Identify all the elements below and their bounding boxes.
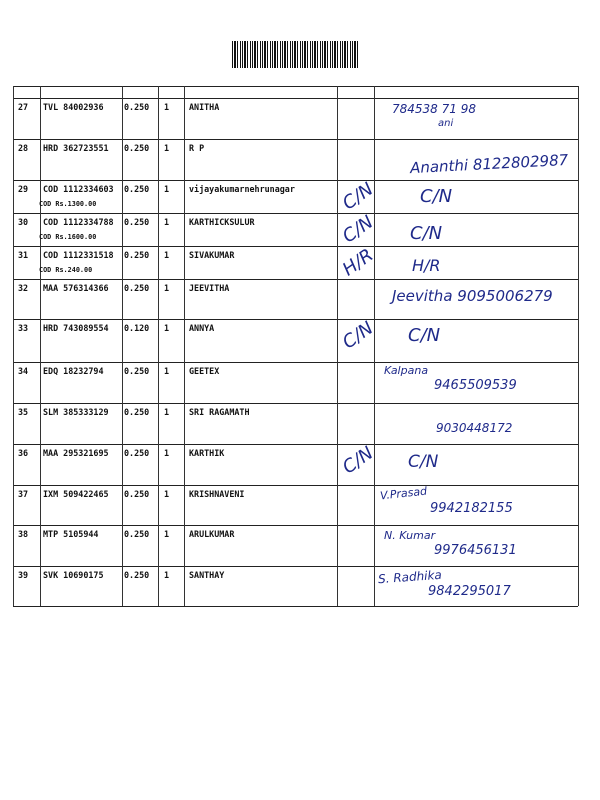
row-signature: C/N bbox=[410, 223, 443, 244]
row-serial-number: 33 bbox=[18, 323, 29, 333]
table-rule bbox=[13, 606, 578, 607]
row-signature: Jeevitha 9095006279 bbox=[392, 287, 553, 305]
row-pieces: 1 bbox=[164, 489, 170, 499]
row-signature: Kalpana bbox=[384, 364, 429, 377]
row-signature-extra: 9942182155 bbox=[430, 501, 513, 516]
table-column-rule bbox=[158, 86, 159, 606]
row-pieces: 1 bbox=[164, 570, 170, 580]
row-consignee: ANNYA bbox=[189, 323, 215, 333]
row-consignment-number: TVL 84002936 bbox=[43, 102, 104, 112]
row-consignment-number: EDQ 18232794 bbox=[43, 366, 104, 376]
row-signature-extra: 9465509539 bbox=[434, 378, 517, 393]
row-consignment-number: HRD 743089554 bbox=[43, 323, 109, 333]
table-column-rule bbox=[40, 86, 41, 606]
table-rule bbox=[13, 279, 578, 280]
row-weight: 0.250 bbox=[124, 489, 150, 499]
row-cod-amount: COD Rs.1600.00 bbox=[39, 233, 97, 241]
table-rule bbox=[13, 86, 578, 87]
barcode bbox=[232, 41, 360, 68]
row-weight: 0.250 bbox=[124, 143, 150, 153]
row-remark: C/N bbox=[338, 442, 378, 479]
row-signature-extra: 9842295017 bbox=[428, 584, 511, 599]
row-consignee: SANTHAY bbox=[189, 570, 225, 580]
row-signature: 9030448172 bbox=[436, 421, 513, 435]
row-consignment-number: MTP 5105944 bbox=[43, 529, 99, 539]
row-serial-number: 36 bbox=[18, 448, 29, 458]
row-weight: 0.250 bbox=[124, 529, 150, 539]
row-serial-number: 32 bbox=[18, 283, 29, 293]
row-pieces: 1 bbox=[164, 407, 170, 417]
row-signature: H/R bbox=[412, 256, 441, 275]
row-signature: C/N bbox=[408, 452, 439, 472]
row-consignment-number: HRD 362723551 bbox=[43, 143, 109, 153]
row-pieces: 1 bbox=[164, 283, 170, 293]
row-remark: C/N bbox=[338, 317, 378, 354]
row-serial-number: 27 bbox=[18, 102, 29, 112]
table-column-rule bbox=[122, 86, 123, 606]
table-rule bbox=[13, 444, 578, 445]
table-column-rule bbox=[578, 86, 579, 606]
table-rule bbox=[13, 485, 578, 486]
row-weight: 0.250 bbox=[124, 283, 150, 293]
table-rule bbox=[13, 139, 578, 140]
table-column-rule bbox=[337, 86, 338, 606]
row-consignee: ARULKUMAR bbox=[189, 529, 235, 539]
row-consignment-number: COD 1112331518 bbox=[43, 250, 114, 260]
row-consignment-number: COD 1112334788 bbox=[43, 217, 114, 227]
row-cod-amount: COD Rs.240.00 bbox=[39, 266, 93, 274]
row-consignee: R P bbox=[189, 143, 205, 153]
row-weight: 0.250 bbox=[124, 407, 150, 417]
row-weight: 0.120 bbox=[124, 323, 150, 333]
row-remark: C/N bbox=[338, 178, 378, 215]
table-rule bbox=[13, 525, 578, 526]
table-rule bbox=[13, 319, 578, 320]
row-weight: 0.250 bbox=[124, 184, 150, 194]
row-pieces: 1 bbox=[164, 323, 170, 333]
table-rule bbox=[13, 566, 578, 567]
table-rule bbox=[13, 403, 578, 404]
table-rule bbox=[13, 246, 578, 247]
row-pieces: 1 bbox=[164, 184, 170, 194]
row-consignee: GEETEX bbox=[189, 366, 220, 376]
row-pieces: 1 bbox=[164, 250, 170, 260]
row-weight: 0.250 bbox=[124, 570, 150, 580]
row-serial-number: 34 bbox=[18, 366, 29, 376]
row-signature-extra: 9976456131 bbox=[434, 543, 517, 558]
row-cod-amount: COD Rs.1300.00 bbox=[39, 200, 97, 208]
row-consignee: KARTHIK bbox=[189, 448, 225, 458]
row-consignee: KARTHICKSULUR bbox=[189, 217, 255, 227]
row-serial-number: 38 bbox=[18, 529, 29, 539]
row-serial-number: 29 bbox=[18, 184, 29, 194]
table-column-rule bbox=[374, 86, 375, 606]
row-pieces: 1 bbox=[164, 529, 170, 539]
row-signature: N. Kumar bbox=[384, 529, 436, 542]
row-serial-number: 28 bbox=[18, 143, 29, 153]
row-consignment-number: MAA 576314366 bbox=[43, 283, 109, 293]
row-pieces: 1 bbox=[164, 102, 170, 112]
row-serial-number: 35 bbox=[18, 407, 29, 417]
row-serial-number: 31 bbox=[18, 250, 29, 260]
row-signature-extra: ani bbox=[438, 118, 454, 129]
row-consignee: ANITHA bbox=[189, 102, 220, 112]
row-signature: 784538 71 98 bbox=[392, 102, 476, 116]
row-consignment-number: IXM 509422465 bbox=[43, 489, 109, 499]
row-weight: 0.250 bbox=[124, 102, 150, 112]
table-column-rule bbox=[184, 86, 185, 606]
table-rule bbox=[13, 98, 578, 99]
row-consignee: SRI RAGAMATH bbox=[189, 407, 250, 417]
row-weight: 0.250 bbox=[124, 448, 150, 458]
row-consignment-number: COD 1112334603 bbox=[43, 184, 114, 194]
row-signature: C/N bbox=[408, 325, 441, 346]
row-consignment-number: SLM 385333129 bbox=[43, 407, 109, 417]
row-consignee: KRISHNAVENI bbox=[189, 489, 245, 499]
row-signature: V.Prasad bbox=[379, 484, 428, 503]
table-rule bbox=[13, 180, 578, 181]
row-serial-number: 39 bbox=[18, 570, 29, 580]
row-consignee: vijayakumarnehrunagar bbox=[189, 184, 295, 194]
row-serial-number: 37 bbox=[18, 489, 29, 499]
row-pieces: 1 bbox=[164, 143, 170, 153]
row-signature: C/N bbox=[420, 186, 453, 207]
row-pieces: 1 bbox=[164, 217, 170, 227]
row-weight: 0.250 bbox=[124, 217, 150, 227]
row-signature: S. Radhika bbox=[377, 567, 443, 587]
row-consignment-number: MAA 295321695 bbox=[43, 448, 109, 458]
row-serial-number: 30 bbox=[18, 217, 29, 227]
row-signature: Ananthi 8122802987 bbox=[409, 150, 569, 178]
row-remark: C/N bbox=[338, 211, 378, 248]
table-column-rule bbox=[13, 86, 14, 606]
table-rule bbox=[13, 362, 578, 363]
row-consignee: SIVAKUMAR bbox=[189, 250, 235, 260]
row-consignee: JEEVITHA bbox=[189, 283, 230, 293]
row-weight: 0.250 bbox=[124, 250, 150, 260]
row-consignment-number: SVK 10690175 bbox=[43, 570, 104, 580]
row-remark: H/R bbox=[338, 244, 378, 281]
row-pieces: 1 bbox=[164, 366, 170, 376]
table-rule bbox=[13, 213, 578, 214]
row-pieces: 1 bbox=[164, 448, 170, 458]
row-weight: 0.250 bbox=[124, 366, 150, 376]
